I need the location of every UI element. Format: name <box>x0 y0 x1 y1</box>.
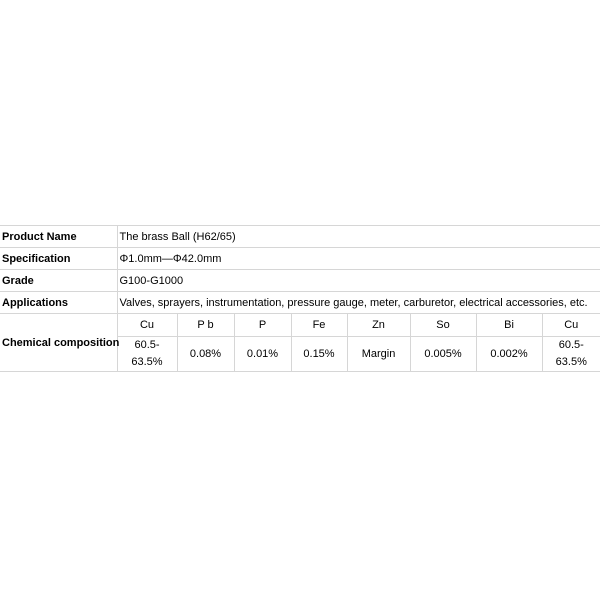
product-spec-table <box>0 225 600 372</box>
chemical-composition-label: Chemical composition <box>0 314 117 372</box>
element-value: 0.08% <box>177 337 234 372</box>
row-value: G100-G1000 <box>117 270 600 292</box>
table-row-grade <box>0 270 600 292</box>
element-header: P b <box>177 314 234 337</box>
row-value: Φ1.0mm—Φ42.0mm <box>117 248 600 270</box>
row-value: Valves, sprayers, instrumentation, pressure gauge, meter, carburetor, electrical accessories, etc. <box>117 292 600 314</box>
element-header: Cu <box>542 314 600 337</box>
element-header: Fe <box>291 314 347 337</box>
table-row-specification <box>0 248 600 270</box>
element-header: Zn <box>347 314 410 337</box>
table-row-product-name <box>0 226 600 248</box>
table-row-chemical-elements <box>0 314 600 337</box>
element-value: 0.005% <box>410 337 476 372</box>
element-value: 60.5-63.5% <box>542 337 600 372</box>
element-value: 0.002% <box>476 337 542 372</box>
element-header: Bi <box>476 314 542 337</box>
table-row-applications <box>0 292 600 314</box>
row-label: Product Name <box>0 226 117 248</box>
element-value: 60.5-63.5% <box>117 337 177 372</box>
element-header: Cu <box>117 314 177 337</box>
element-value: Margin <box>347 337 410 372</box>
row-value: The brass Ball (H62/65) <box>117 226 600 248</box>
element-value: 0.15% <box>291 337 347 372</box>
row-label: Applications <box>0 292 117 314</box>
element-value: 0.01% <box>234 337 291 372</box>
element-header: P <box>234 314 291 337</box>
row-label: Specification <box>0 248 117 270</box>
row-label: Grade <box>0 270 117 292</box>
element-header: So <box>410 314 476 337</box>
